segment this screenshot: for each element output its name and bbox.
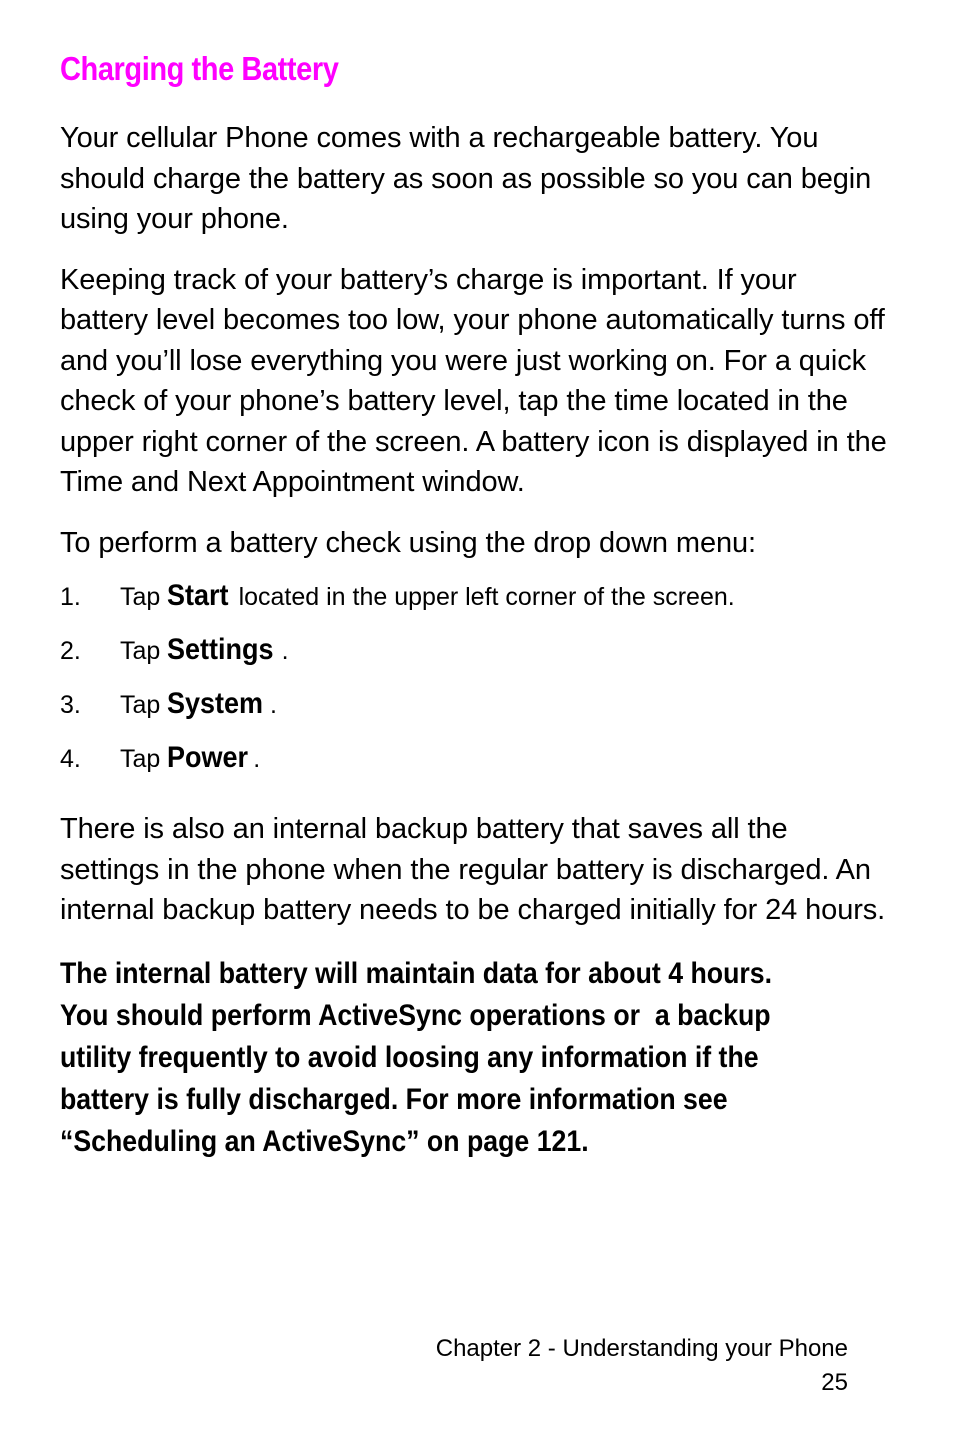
battery-check-intro: To perform a battery check using the drop down menu: <box>60 526 757 559</box>
step-menu-item: Power <box>167 741 249 774</box>
step-menu-item: System <box>167 687 264 720</box>
step-suffix: located in the upper left corner of the screen. <box>231 583 735 611</box>
step-number: 4. <box>60 745 81 773</box>
step-prefix: Tap <box>120 691 168 719</box>
step-menu-item: Start <box>167 579 229 612</box>
list-item <box>60 687 890 741</box>
step-menu-item: Settings <box>167 633 274 666</box>
list-item <box>60 579 890 633</box>
backup-battery-paragraph: There is also an internal backup battery that saves all the settings in the phone when the regular battery is discharged. An internal backup battery needs to be charged initially for 24 hours. <box>60 813 886 926</box>
step-text <box>120 633 289 667</box>
step-suffix: . <box>270 691 277 719</box>
step-prefix: Tap <box>120 637 168 665</box>
note-line: You should perform ActiveSync operations or a backup <box>60 998 771 1032</box>
note-block <box>60 953 897 1163</box>
note-line: battery is fully discharged. For more information see <box>60 1082 728 1116</box>
step-prefix: Tap <box>120 583 168 611</box>
steps-list <box>60 579 890 795</box>
list-item <box>60 741 890 795</box>
step-suffix: . <box>253 745 261 773</box>
page-title: Charging the Battery <box>60 50 339 87</box>
step-text <box>120 687 277 721</box>
step-suffix: . <box>281 637 289 665</box>
intro-paragraph: Your cellular Phone comes with a rechargeable battery. You should charge the battery as soon as possible so you can begin using your phone. <box>60 122 872 235</box>
step-number: 2. <box>60 637 81 665</box>
chapter-label: Chapter 2 - Understanding your Phone <box>435 1335 848 1362</box>
step-text <box>120 579 735 613</box>
page-footer <box>436 1332 848 1400</box>
step-number: 1. <box>60 583 81 611</box>
step-text <box>120 741 260 775</box>
list-item <box>60 633 890 687</box>
page-number: 25 <box>821 1369 848 1396</box>
battery-charge-paragraph: Keeping track of your battery’s charge is important. If your battery level becomes too low, your phone automatically turns off and you’ll lose everything you were just working on. For a quick check of your phone’s battery level, tap the time located in the upper right corner of the screen. A battery icon is displayed in the Time and Next Appointment window. <box>60 263 887 498</box>
page-content <box>60 50 890 1163</box>
step-prefix: Tap <box>120 745 168 773</box>
note-line: “Scheduling an ActiveSync” on page 121. <box>60 1124 589 1158</box>
step-number: 3. <box>60 691 81 719</box>
note-line: The internal battery will maintain data for about 4 hours. <box>60 956 773 990</box>
note-line: utility frequently to avoid loosing any information if the <box>60 1040 759 1074</box>
